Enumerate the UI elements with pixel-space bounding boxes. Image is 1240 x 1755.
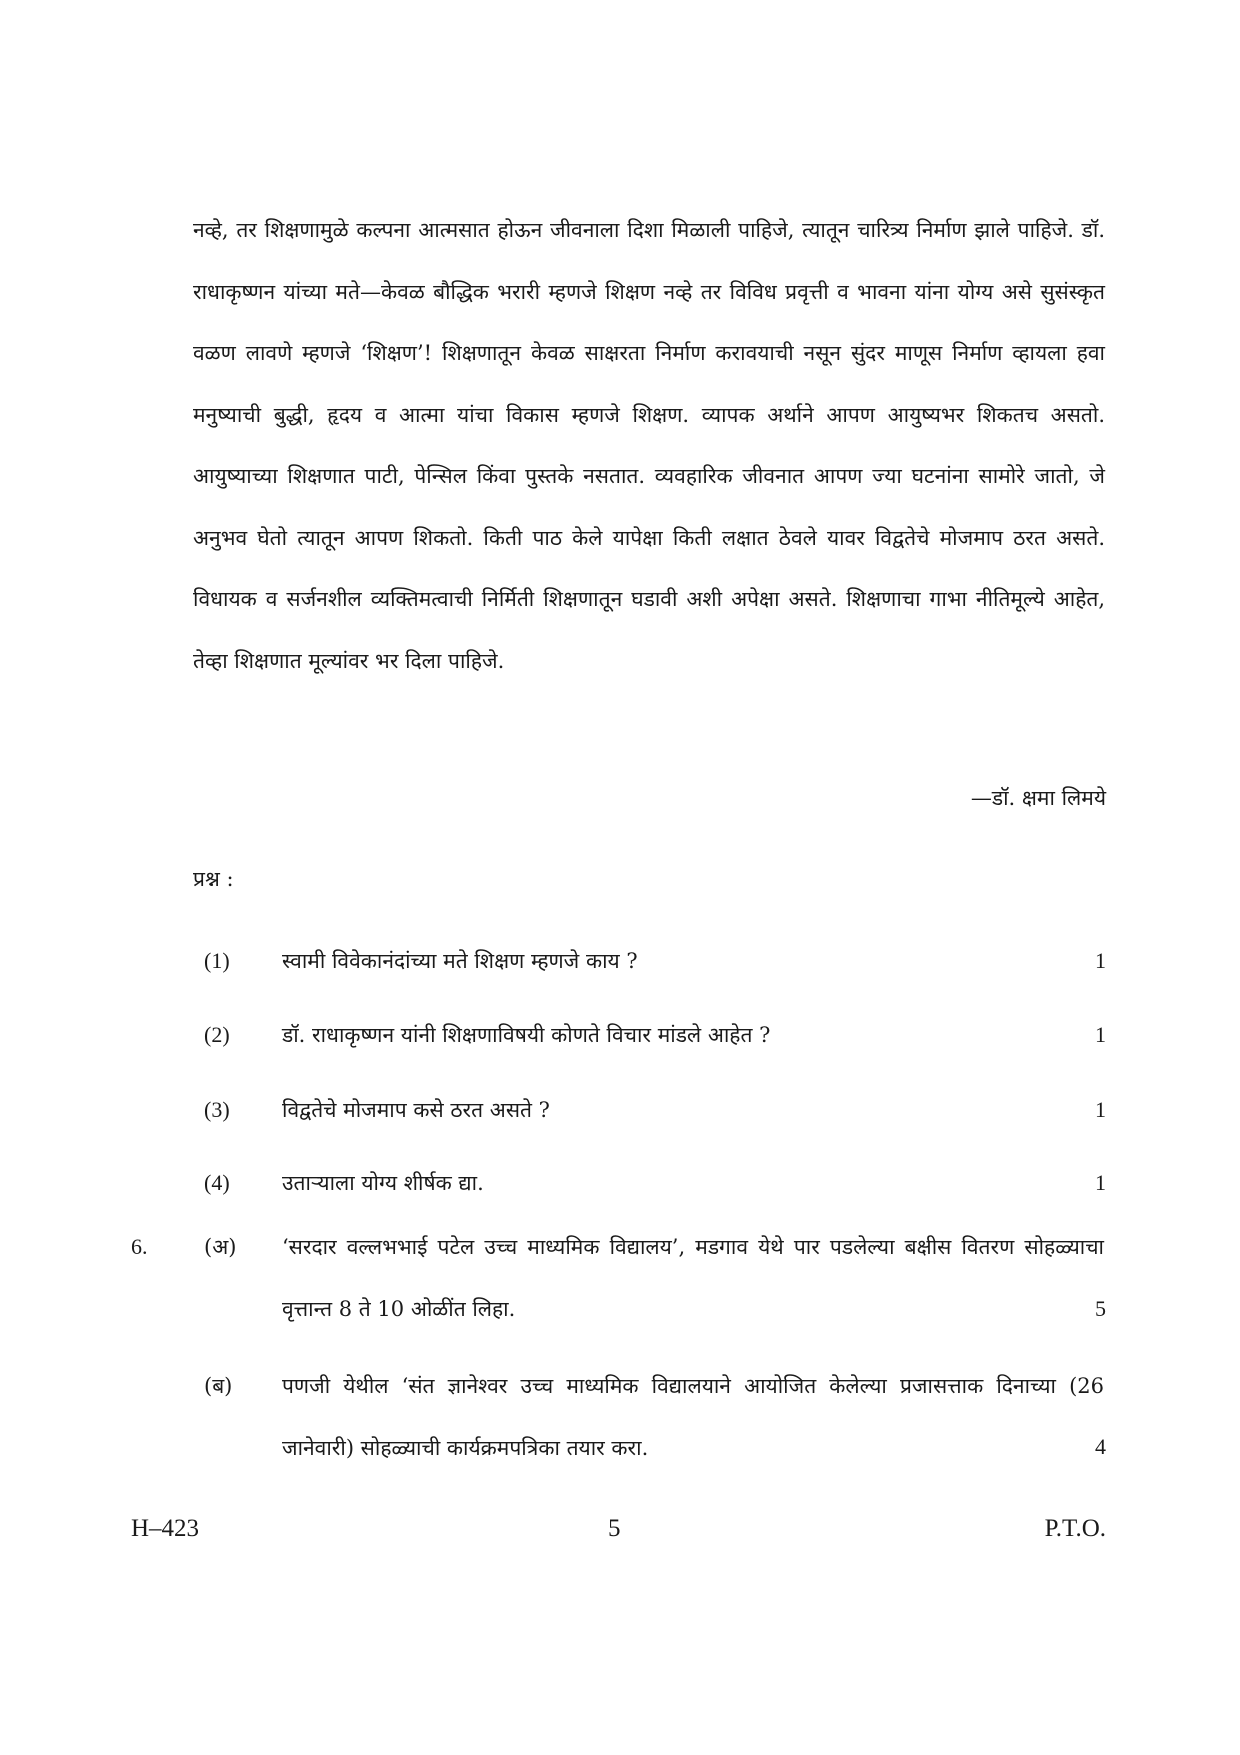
page-number: 5	[608, 1515, 621, 1542]
subquestion-label: (अ)	[204, 1235, 237, 1259]
question-row	[0, 1095, 1240, 1125]
question-text: डॉ. राधाकृष्णन यांनी शिक्षणाविषयी कोणते विचार मांडले आहेत ?	[282, 1023, 771, 1047]
passage-author: —डॉ. क्षमा लिमये	[970, 786, 1106, 810]
question-row	[0, 946, 1240, 976]
questions-heading: प्रश्न :	[193, 867, 234, 891]
subquestion-text: पणजी येथील ‘संत ज्ञानेश्वर उच्च माध्यमिक विद्यालयाने आयोजित केलेल्या प्रजासत्ताक दिनाच्या (26 जानेवारी) सोहळ्याची कार्यक्रमपत्रिका तयार करा.	[282, 1374, 1104, 1460]
question-text: स्वामी विवेकानंदांच्या मते शिक्षण म्हणजे काय ?	[282, 949, 638, 973]
question-number: (4)	[204, 1170, 230, 1195]
section-number: 6.	[131, 1234, 148, 1259]
question-number: (3)	[204, 1097, 230, 1122]
subquestion-text: ‘सरदार वल्लभभाई पटेल उच्च माध्यमिक विद्यालय’, मडगाव येथे पार पडलेल्या बक्षीस वितरण सोहळ्याचा वृत्तान्त 8 ते 10 ओळींत लिहा.	[282, 1235, 1104, 1321]
pto-label: P.T.O.	[1044, 1515, 1106, 1542]
subquestion-label: (ब)	[204, 1374, 233, 1398]
question-row	[0, 1020, 1240, 1050]
question-marks: 1	[1095, 1170, 1106, 1195]
question-marks: 1	[1095, 948, 1106, 973]
question-text: विद्वतेचे मोजमाप कसे ठरत असते ?	[282, 1098, 550, 1122]
paper-code: H–423	[131, 1515, 200, 1542]
question-row	[0, 1168, 1240, 1198]
question-number: (1)	[204, 948, 230, 973]
subquestion-marks: 4	[1095, 1434, 1106, 1459]
question-marks: 1	[1095, 1022, 1106, 1047]
question-number: (2)	[204, 1022, 230, 1047]
question-marks: 1	[1095, 1097, 1106, 1122]
comprehension-passage: नव्हे, तर शिक्षणामुळे कल्पना आत्मसात होऊन जीवनाला दिशा मिळाली पाहिजे, त्यातून चारित्र्य निर्माण झाले पाहिजे. डॉ. राधाकृष्णन यांच्या मते—केवळ बौद्धिक भरारी म्हणजे शिक्षण नव्हे तर विविध प्रवृत्ती व भावना यांना योग्य असे सुसंस्कृत वळण लावणे म्हणजे ‘शिक्षण’! शिक्षणातून केवळ साक्षरता निर्माण करावयाची नसून सुंदर माणूस निर्माण व्हायला हवा मनुष्याची बुद्धी, हृदय व आत्मा यांचा विकास म्हणजे शिक्षण. व्यापक अर्थाने आपण आयुष्यभर शिकतच असतो. आयुष्याच्या शिक्षणात पाटी, पेन्सिल किंवा पुस्तके नसतात. व्यवहारिक जीवनात आपण ज्या घटनांना सामोरे जातो, जे अनुभव घेतो त्यातून आपण शिकतो. किती पाठ केले यापेक्षा किती लक्षात ठेवले यावर विद्वतेचे मोजमाप ठरत असते. विधायक व सर्जनशील व्यक्तिमत्वाची निर्मिती शिक्षणातून घडावी अशी अपेक्षा असते. शिक्षणाचा गाभा नीतिमूल्ये आहेत, तेव्हा शिक्षणात मूल्यांवर भर दिला पाहिजे.	[193, 218, 1105, 673]
subquestion-marks: 5	[1095, 1296, 1106, 1321]
question-text: उताऱ्याला योग्य शीर्षक द्या.	[282, 1171, 484, 1195]
